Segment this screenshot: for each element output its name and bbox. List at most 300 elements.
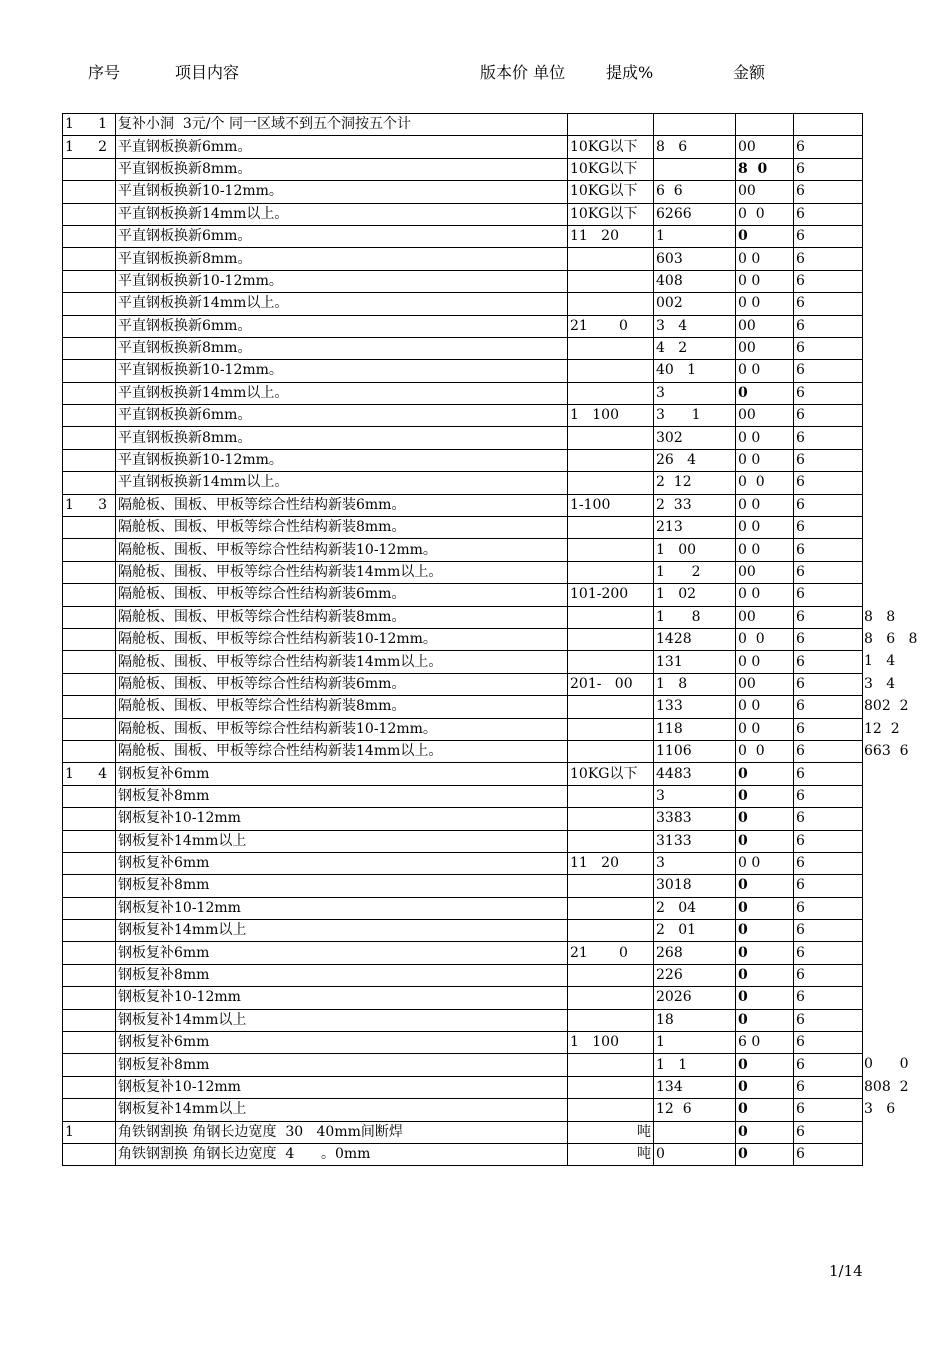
table-row: [63, 270, 863, 292]
unit-cell: [568, 539, 654, 561]
unit-cell: [568, 158, 654, 180]
percent-cell-text: 0 0: [738, 720, 761, 737]
percent-cell-text: 0: [738, 989, 748, 1006]
table-row: [63, 718, 863, 740]
price-cell-text: 302: [656, 429, 683, 446]
amount-cell-text: 6: [796, 1078, 805, 1095]
price-cell: [654, 628, 736, 650]
percent-cell: [736, 315, 794, 337]
overflow-value: 3 4: [864, 675, 896, 692]
row-number: [63, 606, 116, 628]
percent-cell-text: 0 0: [738, 519, 761, 536]
price-cell: [654, 830, 736, 852]
unit-cell: [568, 1076, 654, 1098]
percent-cell-text: 0: [738, 1146, 748, 1163]
table-row: [63, 225, 863, 247]
percent-cell: [736, 225, 794, 247]
price-cell-text: 4483: [656, 765, 692, 782]
item-description-text: 平直钢板换新14mm以上。: [118, 205, 289, 222]
amount-cell-text: 6: [796, 228, 805, 245]
overflow-value: 8 8: [864, 608, 896, 625]
price-cell: [654, 539, 736, 561]
percent-cell: [736, 181, 794, 203]
item-description-text: 钢板复补10-12mm: [118, 810, 241, 827]
unit-cell-text: 11 20: [570, 855, 619, 872]
row-number: [63, 449, 116, 471]
price-cell: [654, 987, 736, 1009]
item-description-text: 平直钢板换新10-12mm。: [118, 272, 283, 289]
percent-cell-text: 00: [738, 138, 756, 155]
price-cell: [654, 1099, 736, 1121]
amount-cell: [794, 584, 863, 606]
amount-cell: [794, 360, 863, 382]
price-cell: [654, 1009, 736, 1031]
amount-cell-text: 6: [796, 899, 805, 916]
price-cell: [654, 673, 736, 695]
row-number: [63, 427, 116, 449]
overflow-value: 12 2: [864, 720, 900, 737]
amount-cell-text: 6: [796, 362, 805, 379]
percent-cell: [736, 1032, 794, 1054]
percent-cell-text: 00: [738, 564, 756, 580]
amount-cell-text: 6: [796, 810, 805, 827]
unit-cell: [568, 1054, 654, 1076]
item-description: [116, 315, 568, 337]
item-description: [116, 987, 568, 1009]
row-number: [63, 1054, 116, 1076]
item-description-text: 隔舱板、围板、甲板等综合性结构新装14mm以上。: [118, 743, 443, 760]
item-description: [116, 517, 568, 539]
item-description: [116, 628, 568, 650]
price-cell: [654, 337, 736, 359]
table-row: [63, 808, 863, 830]
price-cell: [654, 494, 736, 516]
item-description: [116, 740, 568, 762]
row-number: [63, 920, 116, 942]
price-cell: [654, 382, 736, 404]
row-number-major: 1: [65, 1123, 74, 1140]
percent-cell-text: 00: [738, 407, 756, 424]
item-description-text: 平直钢板换新10-12mm。: [118, 183, 283, 200]
item-description: [116, 897, 568, 919]
price-cell: [654, 808, 736, 830]
item-description-text: 平直钢板换新10-12mm。: [118, 362, 283, 379]
price-table: [62, 113, 918, 1166]
percent-cell-text: 0 0: [738, 496, 761, 513]
unit-cell: [568, 1143, 654, 1165]
table-row: [63, 561, 863, 583]
unit-cell-text: 吨: [637, 1123, 651, 1140]
price-cell-text: 1 1: [656, 1056, 688, 1073]
price-cell-text: 4 2: [656, 340, 688, 357]
amount-cell: [794, 270, 863, 292]
unit-cell-text: 21 0: [570, 317, 628, 334]
unit-cell: [568, 651, 654, 673]
price-cell: [654, 740, 736, 762]
row-number: [63, 360, 116, 382]
percent-cell-text: 0: [738, 1056, 748, 1073]
amount-cell-text: 6: [796, 743, 805, 760]
table-row: [63, 315, 863, 337]
amount-cell: [794, 673, 896, 695]
table-row: [63, 181, 863, 203]
amount-cell-text: 6: [796, 922, 805, 939]
table-row: [63, 785, 863, 807]
unit-cell: [568, 920, 654, 942]
percent-cell: [736, 1076, 794, 1098]
table-row: [63, 920, 863, 942]
amount-cell: [794, 382, 863, 404]
amount-cell: [794, 1143, 863, 1165]
price-cell: [654, 472, 736, 494]
price-cell-text: 3: [656, 855, 665, 872]
overflow-value: 3 6: [864, 1101, 896, 1118]
row-number: [63, 1076, 116, 1098]
amount-cell: [794, 494, 863, 516]
amount-cell-text: 6: [796, 407, 805, 424]
amount-cell: [794, 315, 863, 337]
item-description-text: 钢板复补14mm以上: [118, 1101, 247, 1118]
item-description-text: 隔舱板、围板、甲板等综合性结构新装6mm。: [118, 675, 406, 692]
item-description: [116, 696, 568, 718]
price-cell-text: 2 12: [656, 474, 692, 491]
price-cell: [654, 920, 736, 942]
unit-cell: [568, 964, 654, 986]
item-description-text: 隔舱板、围板、甲板等综合性结构新装14mm以上。: [118, 564, 443, 580]
amount-cell-text: 6: [796, 720, 805, 737]
unit-cell: [568, 293, 654, 315]
unit-cell: [568, 628, 654, 650]
unit-cell-text: 11 20: [570, 228, 619, 245]
item-description: [116, 203, 568, 225]
amount-cell: [794, 449, 863, 471]
row-number: [63, 203, 116, 225]
unit-cell: [568, 114, 654, 136]
unit-cell-text: 1 100: [570, 1034, 619, 1051]
item-description: [116, 808, 568, 830]
overflow-value: 8 6 8: [864, 630, 918, 647]
amount-cell-text: 6: [796, 944, 805, 961]
table-row: [63, 830, 863, 852]
unit-cell: [568, 852, 654, 874]
table-row: [63, 673, 863, 695]
unit-cell: [568, 337, 654, 359]
percent-cell: [736, 517, 794, 539]
amount-cell-text: 6: [796, 877, 805, 894]
header-seq: 序号: [88, 63, 121, 82]
percent-cell-text: 00: [738, 183, 756, 200]
table-row: [63, 897, 863, 919]
percent-cell: [736, 606, 794, 628]
row-number-major: 1: [65, 116, 74, 133]
row-number: [63, 405, 116, 427]
percent-cell-text: 0 0: [738, 653, 761, 670]
amount-cell-text: 6: [796, 519, 805, 536]
row-number: [63, 875, 116, 897]
row-number: [63, 651, 116, 673]
item-description-text: 平直钢板换新6mm。: [118, 138, 252, 155]
row-number-minor: 3: [98, 496, 107, 513]
item-description: [116, 449, 568, 471]
percent-cell-text: 0 0: [738, 541, 761, 558]
item-description-text: 平直钢板换新10-12mm。: [118, 452, 283, 469]
amount-cell: [794, 1076, 909, 1098]
table-row: [63, 584, 863, 606]
item-description: [116, 763, 568, 785]
item-description-text: 钢板复补6mm: [118, 855, 210, 872]
amount-cell-text: 6: [796, 541, 805, 558]
table-row: [63, 1143, 863, 1165]
percent-cell-text: 0 0: [738, 272, 761, 289]
item-description-text: 隔舱板、围板、甲板等综合性结构新装14mm以上。: [118, 653, 443, 670]
item-description: [116, 293, 568, 315]
price-cell: [654, 360, 736, 382]
unit-cell-text: 21 0: [570, 944, 628, 961]
item-description-text: 隔舱板、围板、甲板等综合性结构新装6mm。: [118, 496, 406, 513]
amount-cell-text: 6: [796, 474, 805, 491]
percent-cell: [736, 673, 794, 695]
amount-cell: [794, 628, 918, 650]
amount-cell: [794, 740, 909, 762]
amount-cell: [794, 763, 863, 785]
row-number-major: 1: [65, 496, 74, 513]
item-description: [116, 651, 568, 673]
row-number-major: 1: [65, 765, 74, 782]
unit-cell-text: 1-100: [570, 496, 611, 513]
item-description: [116, 337, 568, 359]
item-description: [116, 942, 568, 964]
percent-cell-text: 00: [738, 675, 756, 692]
percent-cell: [736, 740, 794, 762]
percent-cell: [736, 158, 794, 180]
row-number: [63, 293, 116, 315]
item-description: [116, 1009, 568, 1031]
item-description-text: 平直钢板换新6mm。: [118, 317, 252, 334]
price-cell: [654, 203, 736, 225]
unit-cell: [568, 942, 654, 964]
row-number: [63, 718, 116, 740]
header-item: 项目内容: [175, 63, 240, 82]
table-row: [63, 539, 863, 561]
item-description: [116, 539, 568, 561]
unit-cell: [568, 987, 654, 1009]
price-cell: [654, 449, 736, 471]
table-row: [63, 964, 863, 986]
amount-cell-text: 6: [796, 765, 805, 782]
row-number: [63, 628, 116, 650]
amount-cell: [794, 852, 863, 874]
item-description-text: 平直钢板换新8mm。: [118, 429, 252, 446]
percent-cell-text: 0: [738, 877, 748, 894]
percent-cell: [736, 1121, 794, 1143]
unit-cell-text: 吨: [637, 1146, 651, 1163]
row-number: [63, 114, 116, 136]
amount-cell: [794, 561, 863, 583]
percent-cell-text: 0: [738, 1078, 748, 1095]
amount-cell: [794, 1099, 896, 1121]
percent-cell: [736, 830, 794, 852]
price-cell: [654, 1076, 736, 1098]
table-row: [63, 248, 863, 270]
table-row: [63, 114, 863, 136]
unit-cell: [568, 1099, 654, 1121]
price-cell: [654, 248, 736, 270]
unit-cell: [568, 718, 654, 740]
item-description: [116, 785, 568, 807]
amount-cell-text: 6: [796, 272, 805, 289]
item-description-text: 钢板复补14mm以上: [118, 1011, 247, 1028]
overflow-value: 808 2: [864, 1078, 909, 1095]
percent-cell-text: 0 0: [738, 362, 761, 379]
overflow-value: 663 6: [864, 742, 909, 759]
row-number: [63, 763, 116, 785]
item-description: [116, 875, 568, 897]
amount-cell-text: 6: [796, 1011, 805, 1028]
item-description: [116, 114, 568, 136]
price-cell-text: 26 4: [656, 452, 697, 469]
table-row: [63, 1099, 863, 1121]
unit-cell: [568, 203, 654, 225]
price-cell: [654, 763, 736, 785]
table-row: [63, 875, 863, 897]
row-number: [63, 1009, 116, 1031]
amount-cell-text: 6: [796, 138, 805, 155]
percent-cell-text: 0: [738, 1011, 748, 1028]
amount-cell: [794, 964, 863, 986]
amount-cell-text: 6: [796, 384, 805, 401]
amount-cell-text: 6: [796, 1123, 805, 1140]
table-row: [63, 382, 863, 404]
row-number: [63, 808, 116, 830]
amount-cell: [794, 158, 863, 180]
price-cell-text: 1428: [656, 631, 692, 648]
row-number-minor: 2: [98, 138, 107, 155]
amount-cell-text: 6: [796, 205, 805, 222]
price-cell: [654, 405, 736, 427]
unit-cell-text: 10KG以下: [570, 183, 638, 200]
item-description: [116, 964, 568, 986]
row-number: [63, 1121, 116, 1143]
percent-cell-text: 0: [738, 384, 748, 401]
item-description-text: 隔舱板、围板、甲板等综合性结构新装10-12mm。: [118, 631, 437, 648]
price-cell-text: 118: [656, 720, 683, 737]
row-number: [63, 897, 116, 919]
header-amount: 金额: [733, 63, 766, 82]
item-description: [116, 830, 568, 852]
item-description-text: 平直钢板换新6mm。: [118, 407, 252, 424]
price-cell: [654, 1121, 736, 1143]
amount-cell-text: 6: [796, 787, 805, 804]
percent-cell-text: 0: [738, 765, 748, 782]
unit-cell-text: 201- 00: [570, 675, 633, 692]
amount-cell-text: 6: [796, 160, 805, 177]
table-row: [63, 763, 863, 785]
percent-cell: [736, 651, 794, 673]
percent-cell: [736, 360, 794, 382]
price-cell-text: 3133: [656, 832, 692, 849]
price-cell-text: 8 6: [656, 138, 688, 155]
price-cell: [654, 293, 736, 315]
percent-cell: [736, 1143, 794, 1165]
amount-cell: [794, 337, 863, 359]
row-number: [63, 785, 116, 807]
percent-cell-text: 0: [738, 944, 748, 961]
price-cell: [654, 897, 736, 919]
price-cell: [654, 875, 736, 897]
row-number: [63, 158, 116, 180]
price-cell: [654, 718, 736, 740]
table-row: [63, 449, 863, 471]
price-cell-text: 6 6: [656, 183, 683, 200]
amount-cell: [794, 718, 900, 740]
overflow-value: 802 2: [864, 698, 909, 715]
percent-cell: [736, 987, 794, 1009]
item-description: [116, 673, 568, 695]
table-row: [63, 942, 863, 964]
item-description: [116, 270, 568, 292]
item-description-text: 钢板复补10-12mm: [118, 1078, 241, 1095]
item-description-text: 钢板复补14mm以上: [118, 832, 247, 849]
price-cell-text: 002: [656, 295, 683, 312]
price-cell: [654, 852, 736, 874]
page-number: 1/14: [829, 1262, 863, 1280]
price-cell-text: 131: [656, 653, 683, 670]
amount-cell-text: 6: [796, 429, 805, 446]
unit-cell-text: 1 100: [570, 407, 619, 424]
amount-cell-text: 6: [796, 250, 805, 267]
amount-cell-text: 6: [796, 586, 805, 603]
percent-cell: [736, 852, 794, 874]
percent-cell-text: 0: [738, 228, 748, 245]
unit-cell: [568, 830, 654, 852]
percent-cell: [736, 427, 794, 449]
item-description: [116, 852, 568, 874]
item-description: [116, 1143, 568, 1165]
item-description: [116, 606, 568, 628]
row-number: [63, 472, 116, 494]
percent-cell-text: 00: [738, 608, 756, 625]
price-cell-text: 226: [656, 967, 683, 984]
item-description-text: 平直钢板换新14mm以上。: [118, 384, 289, 401]
amount-cell: [794, 606, 896, 628]
amount-cell: [794, 1032, 863, 1054]
amount-cell-text: 6: [796, 989, 805, 1006]
unit-cell-text: 101-200: [570, 586, 629, 603]
amount-cell: [794, 181, 863, 203]
row-number-minor: 4: [98, 765, 107, 782]
item-description: [116, 718, 568, 740]
percent-cell-text: 0: [738, 922, 748, 939]
item-description: [116, 472, 568, 494]
price-cell-text: 1 02: [656, 586, 697, 603]
amount-cell-text: 6: [796, 967, 805, 984]
unit-cell: [568, 1009, 654, 1031]
price-cell: [654, 606, 736, 628]
row-number: [63, 964, 116, 986]
percent-cell-text: 0 0: [738, 743, 765, 760]
table-row: [63, 337, 863, 359]
percent-cell: [736, 449, 794, 471]
row-number: [63, 852, 116, 874]
table-row: [63, 517, 863, 539]
row-number: [63, 830, 116, 852]
item-description: [116, 584, 568, 606]
percent-cell-text: 00: [738, 317, 756, 334]
percent-cell: [736, 785, 794, 807]
row-number: [63, 1143, 116, 1165]
item-description-text: 隔舱板、围板、甲板等综合性结构新装8mm。: [118, 698, 406, 715]
price-cell: [654, 696, 736, 718]
